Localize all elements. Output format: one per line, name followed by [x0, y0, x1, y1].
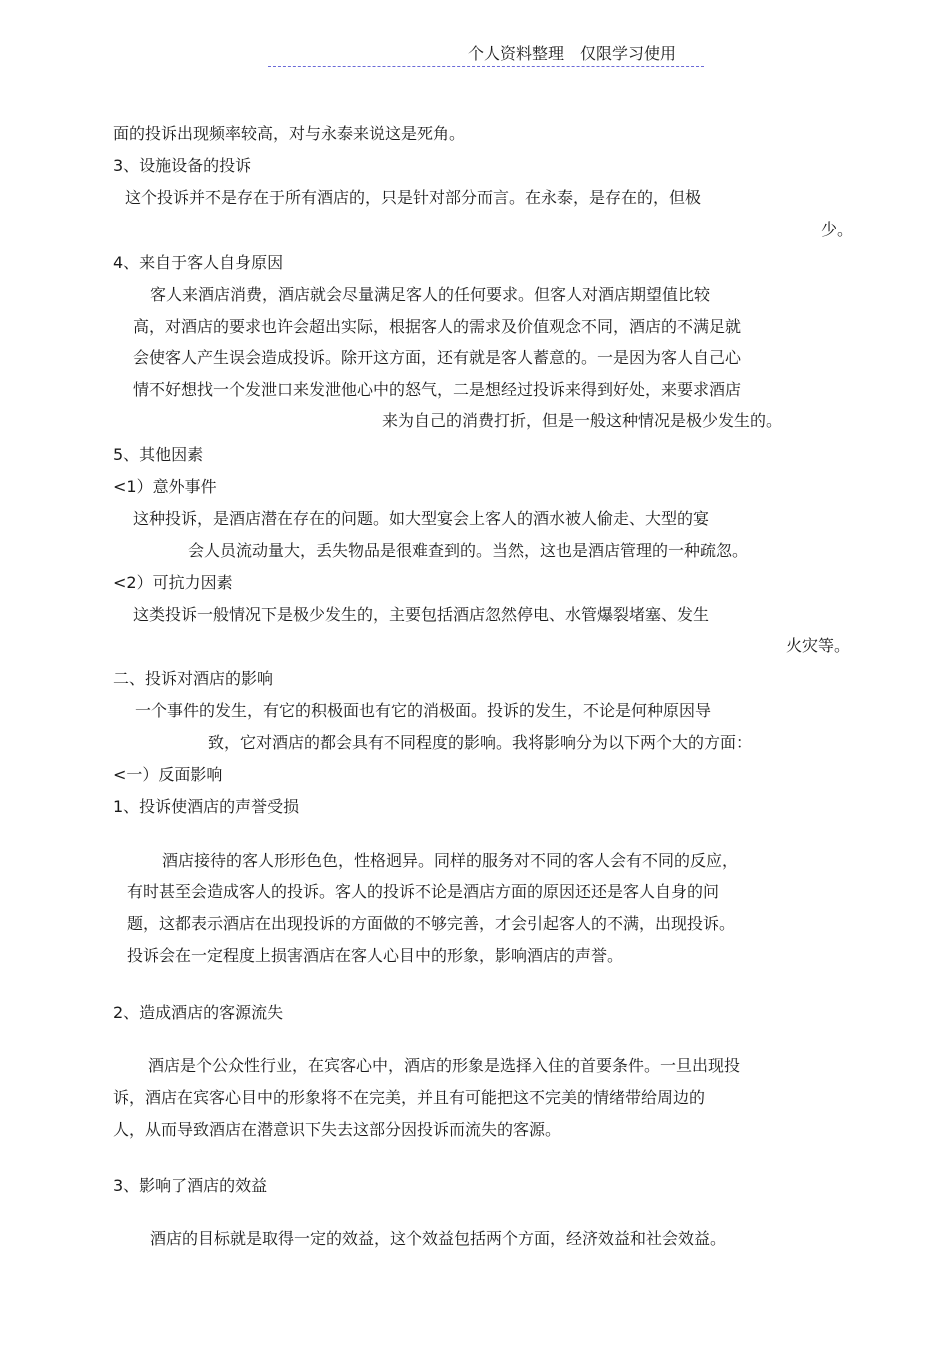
text-line: 投诉会在一定程度上损害酒店在客人心目中的形象，影响酒店的声誉。 [127, 946, 624, 965]
section-heading: 3、设施设备的投诉 [113, 156, 252, 175]
text-line: 致，它对酒店的都会具有不同程度的影响。我将影响分为以下两个大的方面： [208, 733, 753, 752]
section-heading: 2、造成酒店的客源流失 [113, 1003, 284, 1022]
text-line: 少。 [821, 220, 854, 239]
text-line: 火灾等。 [786, 636, 851, 655]
text-line: 会使客人产生误会造成投诉。除开这方面，还有就是客人蓄意的。一是因为客人自己心 [133, 348, 742, 367]
section-heading: 1、投诉使酒店的声誉受损 [113, 797, 300, 816]
text-line: 人，从而导致酒店在潜意识下失去这部分因投诉而流失的客源。 [113, 1120, 562, 1139]
text-line: 面的投诉出现频率较高，对与永泰来说这是死角。 [113, 124, 466, 143]
text-line: 酒店接待的客人形形色色，性格迥异。同样的服务对不同的客人会有不同的反应， [162, 851, 739, 870]
page-header [268, 44, 704, 67]
text-line: 诉，酒店在宾客心目中的形象将不在完美，并且有可能把这不完美的情绪带给周边的 [113, 1088, 706, 1107]
text-line: 酒店的目标就是取得一定的效益，这个效益包括两个方面，经济效益和社会效益。 [150, 1229, 727, 1248]
sub-heading: <2）可抗力因素 [113, 573, 233, 592]
section-heading: 二、投诉对酒店的影响 [113, 669, 274, 688]
text-line: 一个事件的发生，有它的积极面也有它的消极面。投诉的发生，不论是何种原因导 [135, 701, 712, 720]
text-line: 题，这都表示酒店在出现投诉的方面做的不够完善，才会引起客人的不满，出现投诉。 [127, 914, 736, 933]
text-line: 酒店是个公众性行业，在宾客心中，酒店的形象是选择入住的首要条件。一旦出现投 [148, 1056, 741, 1075]
section-heading: 3、影响了酒店的效益 [113, 1176, 268, 1195]
text-line: 这个投诉并不是存在于所有酒店的，只是针对部分而言。在永泰，是存在的，但极 [125, 188, 702, 207]
text-line: 客人来酒店消费，酒店就会尽量满足客人的任何要求。但客人对酒店期望值比较 [150, 285, 711, 304]
sub-heading: <一）反面影响 [113, 765, 223, 784]
section-heading: 4、来自于客人自身原因 [113, 253, 284, 272]
text-line: 有时甚至会造成客人的投诉。客人的投诉不论是酒店方面的原因还还是客人自身的问 [127, 882, 720, 901]
text-line: 高，对酒店的要求也许会超出实际，根据客人的需求及价值观念不同，酒店的不满足就 [133, 317, 742, 336]
sub-heading: <1）意外事件 [113, 477, 217, 496]
text-line: 会人员流动量大，丢失物品是很难查到的。当然，这也是酒店管理的一种疏忽。 [188, 541, 749, 560]
text-line: 情不好想找一个发泄口来发泄他心中的怒气，二是想经过投诉来得到好处，来要求酒店 [133, 380, 742, 399]
section-heading: 5、其他因素 [113, 445, 204, 464]
text-line: 这类投诉一般情况下是极少发生的，主要包括酒店忽然停电、水管爆裂堵塞、发生 [133, 605, 710, 624]
text-line: 这种投诉，是酒店潜在存在的问题。如大型宴会上客人的酒水被人偷走、大型的宴 [133, 509, 710, 528]
text-line: 来为自己的消费打折，但是一般这种情况是极少发生的。 [382, 411, 783, 430]
header-text: 个人资料整理 仅限学习使用 [468, 44, 677, 63]
